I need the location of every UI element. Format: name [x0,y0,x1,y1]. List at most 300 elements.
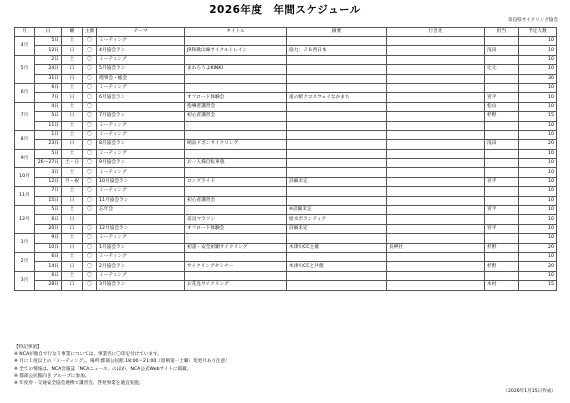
day-cell: 11日 [35,121,62,130]
weekday-cell: 月・祝 [62,177,83,186]
staff-cell [485,37,519,46]
expected-count-cell: 10 [519,168,557,177]
title-cell [185,130,287,139]
schedule-body [15,37,557,291]
title-cell: 納涼ドボンサイクリング [185,140,287,149]
host-cell: 〇 [83,224,97,233]
host-cell: 〇 [83,196,97,205]
note-cell [287,281,387,290]
title-cell: ロングライド [185,177,287,186]
weekday-cell: 土 [62,168,83,177]
month-cell: 11月 [15,187,35,206]
host-cell: 〇 [83,37,97,46]
theme-cell: 忘年会 [97,206,185,215]
note-cell: 詳細未定 [287,224,387,233]
staff-cell: 浅田 [485,46,519,55]
title-cell [185,83,287,92]
host-cell [83,215,97,224]
destination-cell [387,271,485,280]
table-row [15,83,557,92]
title-cell: 奈良マラソン [185,215,287,224]
month-cell: 12月 [15,206,35,234]
month-cell: 4月 [15,37,35,56]
weekday-cell: 土 [62,234,83,243]
host-cell: 〇 [83,83,97,92]
table-row [15,37,557,46]
theme-cell: ミーティング [97,55,185,64]
table-row [15,234,557,243]
note-cell [287,74,387,83]
expected-count-cell: 30 [519,74,557,83]
host-cell: 〇 [83,74,97,83]
table-row [15,93,557,102]
destination-cell [387,234,485,243]
creation-date: （2026年1月15日作成） [503,389,556,394]
note-cell [287,196,387,205]
title-cell: サイクリングセミナー [185,262,287,271]
table-row [15,149,557,158]
table-header-row [15,28,557,37]
expected-count-cell: 10 [519,187,557,196]
note-cell: 給水ボランティア [287,215,387,224]
table-row [15,130,557,139]
note-cell [287,252,387,261]
day-cell: 28日 [35,281,62,290]
weekday-cell: 土 [62,102,83,111]
table-row [15,206,557,215]
note-cell [287,149,387,158]
staff-cell: 杉野 [485,243,519,252]
destination-cell [387,121,485,130]
theme-cell: 9月協会ラン [97,159,185,168]
month-cell: 3月 [15,271,35,290]
title-cell [185,149,287,158]
host-cell: 〇 [83,159,97,168]
theme-cell: ミーティング [97,121,185,130]
destination-cell [387,130,485,139]
theme-cell [97,215,185,224]
host-cell: 〇 [83,149,97,158]
col-host: 主催 [83,28,97,37]
expected-count-cell: 10 [519,121,557,130]
host-cell: 〇 [83,187,97,196]
title-cell: お花見サイクリング [185,281,287,290]
table-row [15,252,557,261]
table-row [15,46,557,55]
staff-cell [485,121,519,130]
expected-count-cell: 10 [519,130,557,139]
day-cell: 6日 [35,252,62,261]
host-cell: 〇 [83,262,97,271]
staff-cell: 宮平 [485,93,519,102]
title-cell [185,206,287,215]
day-cell: 5日 [35,112,62,121]
expected-count-cell: 10 [519,83,557,92]
month-cell: 9月 [15,149,35,168]
host-cell: 〇 [83,243,97,252]
host-cell: 〇 [83,93,97,102]
weekday-cell: 日 [62,281,83,290]
table-row [15,121,557,130]
note-cell [287,55,387,64]
note-cell [287,83,387,92]
col-title: タイトル [185,28,287,37]
weekday-cell: 日 [62,112,83,121]
col-destination: 行き先 [387,28,485,37]
note-cell: 木津川CC主催 [287,243,387,252]
note-line: ※ 年度券・交通安全協会連携で講習会、啓発事業を適宜実施。 [14,381,144,387]
weekday-cell: 土 [62,206,83,215]
title-cell: 初心者講習会 [185,112,287,121]
note-cell: 協力：ＪＲ西日本 [287,46,387,55]
note-cell [287,102,387,111]
staff-cell [485,168,519,177]
month-cell: 5月 [15,55,35,83]
title-cell: 指導者講習会 [185,102,287,111]
title-cell [185,271,287,280]
note-line: ※ 都部公民館向き グループに参加。 [14,373,90,379]
destination-cell [387,37,485,46]
destination-cell [387,159,485,168]
weekday-cell: 土 [62,121,83,130]
destination-cell [387,281,485,290]
col-notes: 摘要 [287,28,387,37]
weekday-cell: 日 [62,196,83,205]
theme-cell: 11月協会ラン [97,196,185,205]
theme-cell: 2月協会ラン [97,262,185,271]
expected-count-cell: 10 [519,55,557,64]
weekday-cell: 土 [62,187,83,196]
host-cell: 〇 [83,46,97,55]
destination-cell [387,102,485,111]
destination-cell [387,55,485,64]
col-day: 日 [35,28,62,37]
weekday-cell: 土 [62,83,83,92]
theme-cell: ミーティング [97,37,185,46]
notes-section [14,344,230,387]
note-cell [287,112,387,121]
day-cell: 12日 [35,177,62,186]
host-cell: 〇 [83,168,97,177]
day-cell: 10日 [35,243,62,252]
day-cell: 31日 [35,74,62,83]
theme-cell: ミーティング [97,252,185,261]
expected-count-cell: 10 [519,234,557,243]
col-expected-count: 予定人数 [519,28,557,37]
expected-count-cell: 20 [519,243,557,252]
table-row [15,177,557,186]
theme-cell: 理事会・総会 [97,74,185,83]
day-cell: 14日 [35,262,62,271]
expected-count-cell: 10 [519,224,557,233]
host-cell: 〇 [83,206,97,215]
weekday-cell: 土 [62,252,83,261]
table-row [15,112,557,121]
note-cell: 詳細未定 [287,177,387,186]
table-row [15,187,557,196]
weekday-cell: 日 [62,243,83,252]
day-cell: 6日 [35,83,62,92]
staff-cell [485,130,519,139]
destination-cell [387,187,485,196]
theme-cell: ミーティング [97,130,185,139]
table-row [15,271,557,280]
table-row [15,102,557,111]
staff-cell [485,149,519,158]
host-cell: 〇 [83,140,97,149]
destination-cell: 長岬社 [387,243,485,252]
day-cell: 24日 [35,65,62,74]
theme-cell: ミーティング [97,149,185,158]
day-cell: 6日 [35,271,62,280]
theme-cell: ミーティング [97,271,185,280]
staff-cell: 浅田 [485,140,519,149]
theme-cell: 8月協会ラン [97,140,185,149]
destination-cell [387,196,485,205]
destination-cell [387,140,485,149]
staff-cell [485,74,519,83]
note-cell [287,187,387,196]
theme-cell: 7月協会ラン [97,112,185,121]
day-cell: 12日 [35,46,62,55]
title-cell [185,168,287,177]
organization-name: 奈良県サイクリング協会 [507,18,558,23]
note-cell [287,130,387,139]
title-cell [185,187,287,196]
day-cell: 3日 [35,168,62,177]
col-weekday: 曜 [62,28,83,37]
weekday-cell: 土 [62,149,83,158]
title-cell: オフロード体験会 [185,224,287,233]
expected-count-cell: 10 [519,46,557,55]
title-cell: 初心者講習会 [185,196,287,205]
note-cell [287,271,387,280]
day-cell: 7日 [35,93,62,102]
weekday-cell: 土 [62,55,83,64]
day-cell: 15日 [35,196,62,205]
col-month: 月 [15,28,35,37]
title-cell: お一人様自転車旅 [185,159,287,168]
day-cell: 1日 [35,130,62,139]
host-cell: 〇 [83,252,97,261]
table-row [15,281,557,290]
staff-cell [485,271,519,280]
host-cell: 〇 [83,112,97,121]
destination-cell [387,93,485,102]
theme-cell: 12月協会ラン [97,224,185,233]
day-cell: 5日 [35,149,62,158]
note-cell [287,65,387,74]
destination-cell [387,74,485,83]
staff-cell: 松山 [485,102,519,111]
table-row [15,55,557,64]
day-cell: 4日 [35,102,62,111]
schedule-table [14,27,557,291]
expected-count-cell: 20 [519,262,557,271]
staff-cell: 辻元 [485,65,519,74]
day-cell: 26〜27日 [35,159,62,168]
theme-cell: ミーティング [97,168,185,177]
host-cell: 〇 [83,281,97,290]
destination-cell [387,252,485,261]
theme-cell [97,102,185,111]
note-cell: 道の駅クロスウェイなかまち [287,93,387,102]
destination-cell [387,215,485,224]
host-cell: 〇 [83,271,97,280]
table-row [15,74,557,83]
weekday-cell: 日 [62,65,83,74]
staff-cell [485,196,519,205]
weekday-cell: 日 [62,74,83,83]
weekday-cell: 日 [62,224,83,233]
destination-cell [387,177,485,186]
host-cell: 〇 [83,65,97,74]
host-cell: 〇 [83,55,97,64]
theme-cell: ミーティング [97,187,185,196]
expected-count-cell: 10 [519,65,557,74]
title-cell: JR和歌山線サイクルトレイン [185,46,287,55]
staff-cell: 杉野 [485,112,519,121]
col-theme: テーマ [97,28,185,37]
expected-count-cell: 20 [519,140,557,149]
weekday-cell: 土・日 [62,159,83,168]
destination-cell [387,224,485,233]
weekday-cell: 土 [62,37,83,46]
staff-cell: 杉野 [485,262,519,271]
staff-cell: 宮平 [485,177,519,186]
staff-cell: 宮平 [485,206,519,215]
theme-cell: ミーティング [97,234,185,243]
note-cell: ※詳細未定 [287,206,387,215]
title-cell [185,55,287,64]
month-cell: 6月 [15,83,35,102]
day-cell: 5日 [35,37,62,46]
note-line: ※ 全ての情報は、NCA会報誌「NCAニュース」のほか、NCA公式Webサイトに掲載。 [14,366,192,372]
table-row [15,140,557,149]
title-cell [185,121,287,130]
expected-count-cell: 10 [519,252,557,261]
table-row [15,262,557,271]
day-cell: 6日 [35,215,62,224]
expected-count-cell: 10 [519,196,557,205]
expected-count-cell: 10 [519,271,557,280]
note-cell [287,159,387,168]
table-row [15,168,557,177]
weekday-cell: 日 [62,215,83,224]
note-line: ※ 月に１度以上の「ミーティング」。場所:郡部公民館 18:00〜21:00（原則第一土曜）変更月あり注意！ [14,359,230,365]
note-cell [287,37,387,46]
weekday-cell: 日 [62,46,83,55]
note-cell [287,234,387,243]
theme-cell: 5月協会ラン [97,65,185,74]
day-cell: 2日 [35,55,62,64]
day-cell: 23日 [35,140,62,149]
staff-cell [485,234,519,243]
note-cell [287,168,387,177]
theme-cell: 6月協会ラン [97,93,185,102]
theme-cell: 3月協会ラン [97,281,185,290]
notes-heading: 【特記事項】 [14,345,42,350]
theme-cell: 1月協会ラン [97,243,185,252]
month-cell: 7月 [15,102,35,130]
weekday-cell: 日 [62,93,83,102]
host-cell: 〇 [83,234,97,243]
day-cell: 5日 [35,206,62,215]
month-cell: 10月 [15,168,35,187]
table-row [15,243,557,252]
note-cell [287,140,387,149]
note-cell: 木津川CCと共催 [287,262,387,271]
destination-cell [387,46,485,55]
note-line: ※ NCAが独自で行なう事業については、事業名に〇印を付けています。 [14,352,162,358]
staff-cell [485,252,519,261]
staff-cell [485,55,519,64]
title-cell: まわろうよKINKI [185,65,287,74]
staff-cell [485,215,519,224]
host-cell: 〇 [83,102,97,111]
expected-count-cell: 10 [519,102,557,111]
day-cell: 9日 [35,234,62,243]
col-staff: 担当 [485,28,519,37]
title-cell: オフロード体験会 [185,93,287,102]
note-cell [287,121,387,130]
day-cell: 7日 [35,187,62,196]
host-cell: 〇 [83,121,97,130]
weekday-cell: 土 [62,130,83,139]
title-cell: 初詣・安全祈願サイクリング [185,243,287,252]
day-cell: 20日 [35,224,62,233]
title-cell [185,234,287,243]
title-cell [185,37,287,46]
destination-cell [387,262,485,271]
host-cell: 〇 [83,130,97,139]
expected-count-cell: 10 [519,37,557,46]
month-cell: 1月 [15,234,35,253]
table-row [15,159,557,168]
title-cell [185,252,287,261]
theme-cell: 10月協会ラン [97,177,185,186]
weekday-cell: 日 [62,262,83,271]
expected-count-cell: 10 [519,177,557,186]
staff-cell [485,187,519,196]
table-row [15,215,557,224]
page-title: 2026年度 年間スケジュール [209,4,361,16]
staff-cell [485,159,519,168]
destination-cell [387,168,485,177]
month-cell: 8月 [15,130,35,149]
destination-cell [387,112,485,121]
staff-cell: 宮平 [485,224,519,233]
month-cell: 2月 [15,252,35,271]
expected-count-cell: 15 [519,112,557,121]
title-cell [185,74,287,83]
table-row [15,65,557,74]
theme-cell: 4月協会ラン [97,46,185,55]
destination-cell [387,65,485,74]
expected-count-cell: 10 [519,149,557,158]
staff-cell: 木村 [485,281,519,290]
expected-count-cell: 10 [519,206,557,215]
theme-cell: ミーティング [97,83,185,92]
expected-count-cell: 10 [519,215,557,224]
weekday-cell: 日 [62,140,83,149]
staff-cell [485,83,519,92]
weekday-cell: 土 [62,271,83,280]
expected-count-cell: 15 [519,281,557,290]
expected-count-cell: 10 [519,159,557,168]
destination-cell [387,83,485,92]
table-row [15,224,557,233]
